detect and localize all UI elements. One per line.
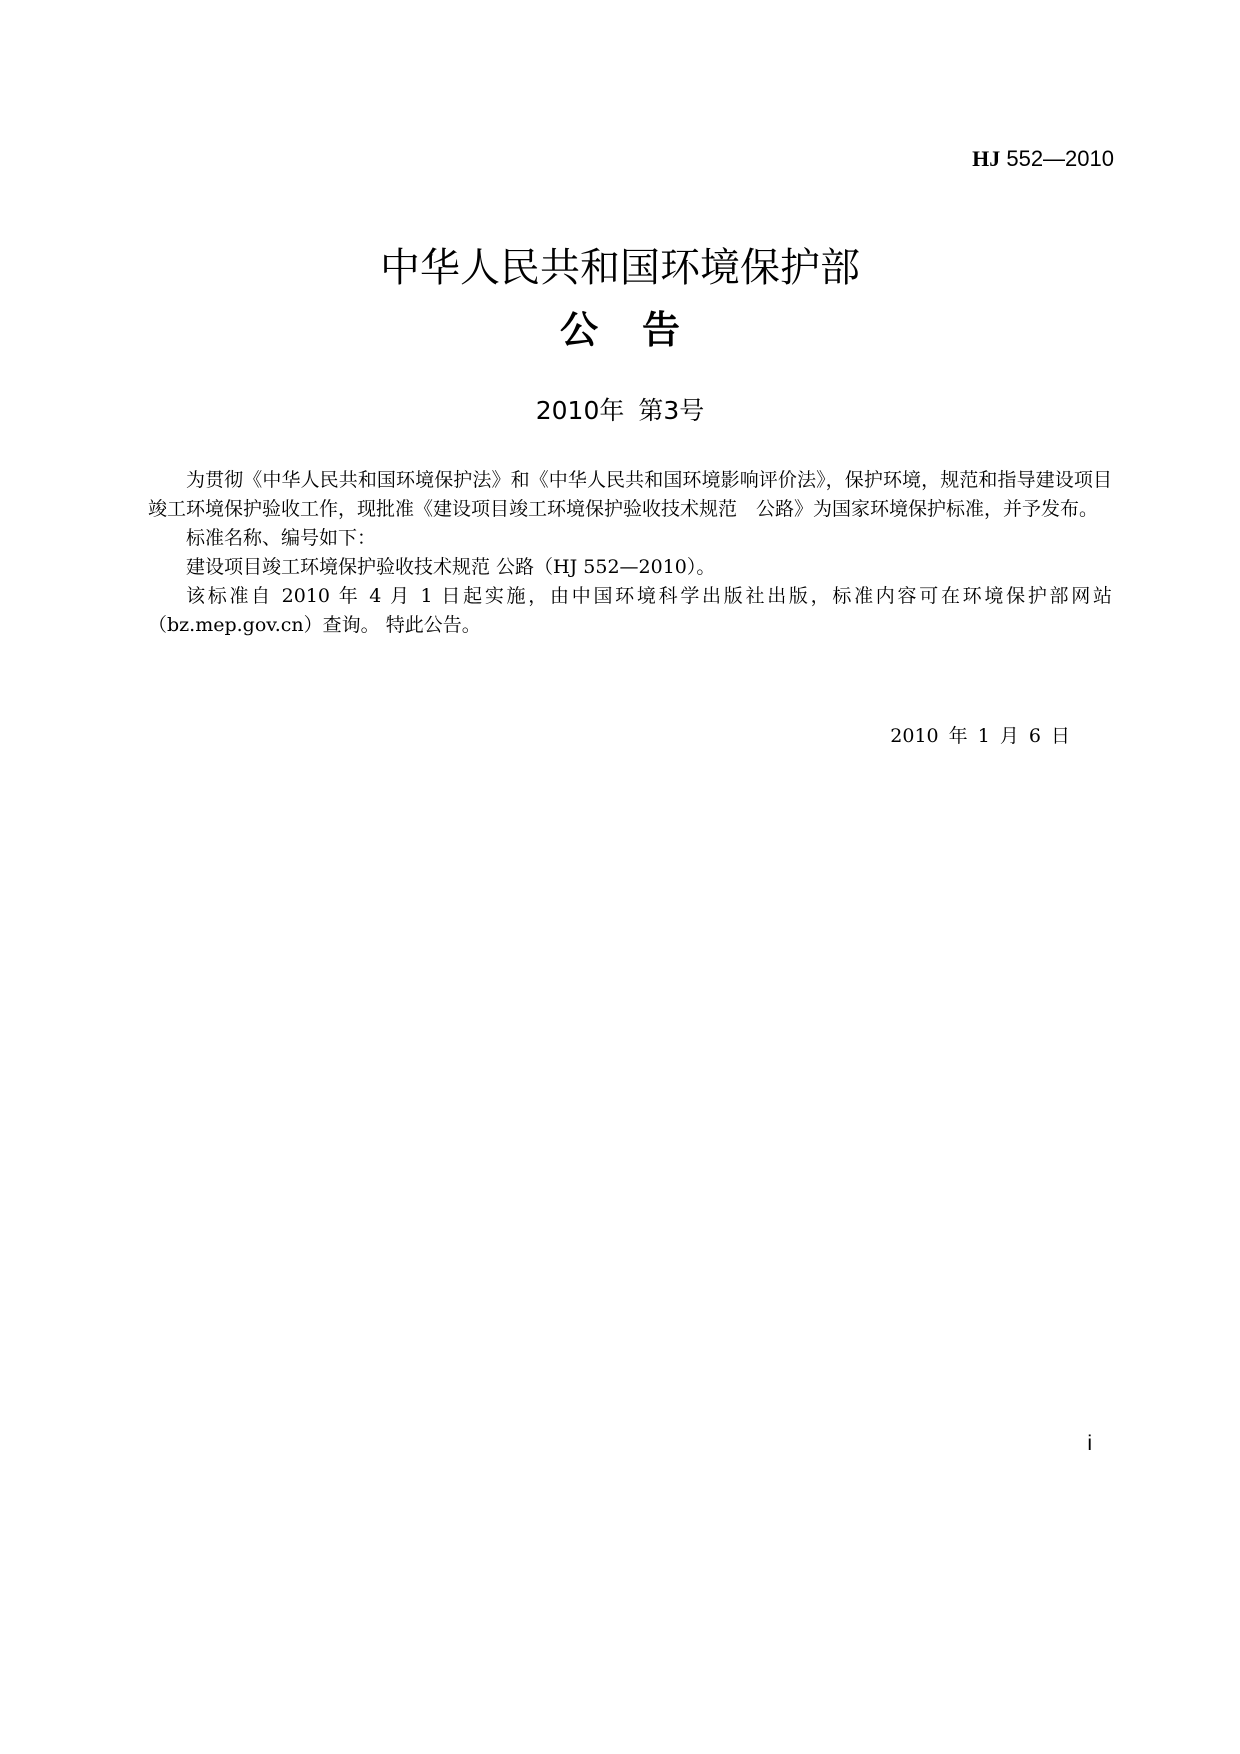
announcement-title: 公告: [559, 308, 724, 352]
announcement-body: [148, 466, 1112, 640]
announcement-year: 2010年: [535, 396, 625, 425]
body-paragraph: 标准名称、编号如下：: [186, 527, 377, 549]
ministry-title: 中华人民共和国环境保护部: [380, 245, 860, 291]
body-paragraph: 为贯彻《中华人民共和国环境保护法》和《中华人民共和国环境影响评价法》，保护环境，规范和指导建设项目竣工环境保护验收工作，现批准《建设项目竣工环境保护验收技术规范 公路》为国家环境保护标准，并予发布。: [148, 469, 1112, 520]
page-number: i: [1087, 1432, 1092, 1455]
body-paragraph: 该标准自 2010 年 4 月 1 日起实施，由中国环境科学出版社出版，标准内容可在环境保护部网站（bz.mep.gov.cn）查询。 特此公告。: [148, 585, 1112, 636]
standard-prefix: HJ: [972, 146, 1001, 171]
announcement-number: [0, 394, 1240, 428]
body-paragraph: 建设项目竣工环境保护验收技术规范 公路（HJ 552—2010）。: [186, 556, 716, 578]
standard-code: [972, 146, 1114, 172]
signature-date: 2010 年 1 月 6 日: [890, 725, 1070, 747]
announcement-issue: 第3号: [638, 396, 705, 425]
standard-number: 552—2010: [1000, 146, 1114, 171]
